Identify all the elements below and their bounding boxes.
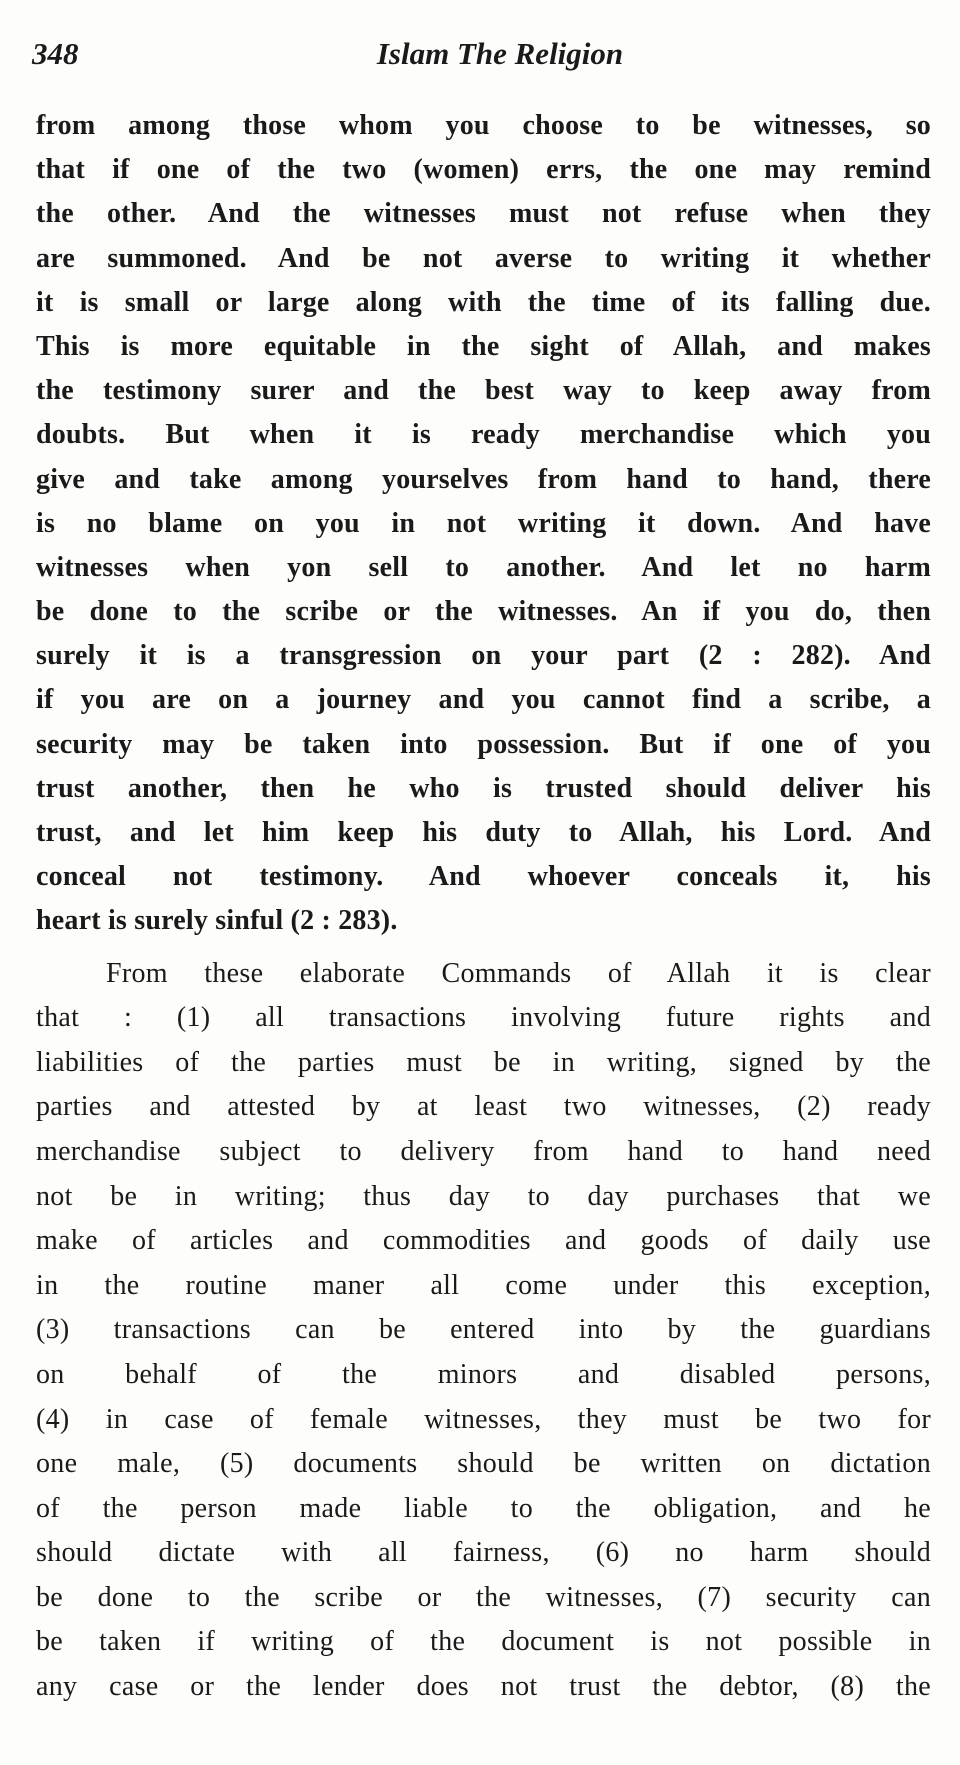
text-line: be done to the scribe or the witnesses, (7) security can — [36, 1581, 931, 1613]
paragraph-quranic-verse — [36, 104, 931, 944]
text-line: From these elaborate Commands of Allah it is clear — [106, 957, 931, 989]
text-line: surely it is a transgression on your part (2 : 282). And — [36, 640, 931, 672]
text-line: are summoned. And be not averse to writing it whether — [36, 242, 931, 274]
text-line: that if one of the two (women) errs, the one may remind — [36, 154, 931, 186]
text-line: in the routine maner all come under this exception, — [36, 1269, 931, 1301]
text-line: one male, (5) documents should be written on dictation — [36, 1448, 931, 1480]
text-line: it is small or large along with the time of its falling due. — [36, 286, 931, 318]
text-line: This is more equitable in the sight of Allah, and makes — [36, 330, 931, 362]
running-title: Islam The Religion — [376, 36, 624, 71]
body-text — [36, 104, 931, 1710]
text-line: trust, and let him keep his duty to Allah, his Lord. And — [36, 817, 931, 848]
text-line: the testimony surer and the best way to keep away from — [36, 375, 931, 407]
page-number: 348 — [32, 36, 79, 71]
text-line: from among those whom you choose to be witnesses, so — [36, 110, 931, 141]
text-line: give and take among yourselves from hand to hand, there — [36, 463, 931, 495]
text-line: that : (1) all transactions involving future rights and — [36, 1002, 931, 1034]
text-line: of the person made liable to the obligation, and he — [36, 1492, 931, 1524]
text-line: merchandise subject to delivery from hand to hand need — [36, 1135, 931, 1167]
text-line: witnesses when yon sell to another. And let no harm — [36, 551, 931, 583]
text-line: liabilities of the parties must be in writing, signed by the — [36, 1046, 931, 1078]
text-line: be done to the scribe or the witnesses. An if you do, then — [36, 596, 931, 628]
text-line: should dictate with all fairness, (6) no harm should — [36, 1537, 931, 1569]
text-line: not be in writing; thus day to day purchases that we — [36, 1180, 931, 1212]
text-line: (3) transactions can be entered into by the guardians — [36, 1314, 931, 1346]
text-line: any case or the lender does not trust the debtor, (8) the — [36, 1671, 931, 1703]
text-line: doubts. But when it is ready merchandise which you — [36, 419, 931, 451]
paragraph-commentary — [36, 952, 931, 1710]
text-line: is no blame on you in not writing it down. And have — [36, 507, 931, 539]
text-line: conceal not testimony. And whoever conceals it, his — [36, 861, 931, 893]
text-line: on behalf of the minors and disabled persons, — [36, 1358, 931, 1390]
text-line: heart is surely sinful (2 : 283). — [36, 905, 398, 937]
text-line: the other. And the witnesses must not refuse when they — [36, 198, 931, 230]
text-line: (4) in case of female witnesses, they must be two for — [36, 1403, 931, 1435]
text-line: if you are on a journey and you cannot find a scribe, a — [36, 684, 931, 716]
text-line: be taken if writing of the document is not possible in — [36, 1626, 931, 1658]
text-line: parties and attested by at least two witnesses, (2) ready — [36, 1091, 931, 1123]
text-line: trust another, then he who is trusted should deliver his — [36, 772, 931, 804]
page-header — [32, 36, 928, 80]
text-line: make of articles and commodities and goods of daily use — [36, 1225, 931, 1257]
text-line: security may be taken into possession. But if one of you — [36, 728, 931, 760]
